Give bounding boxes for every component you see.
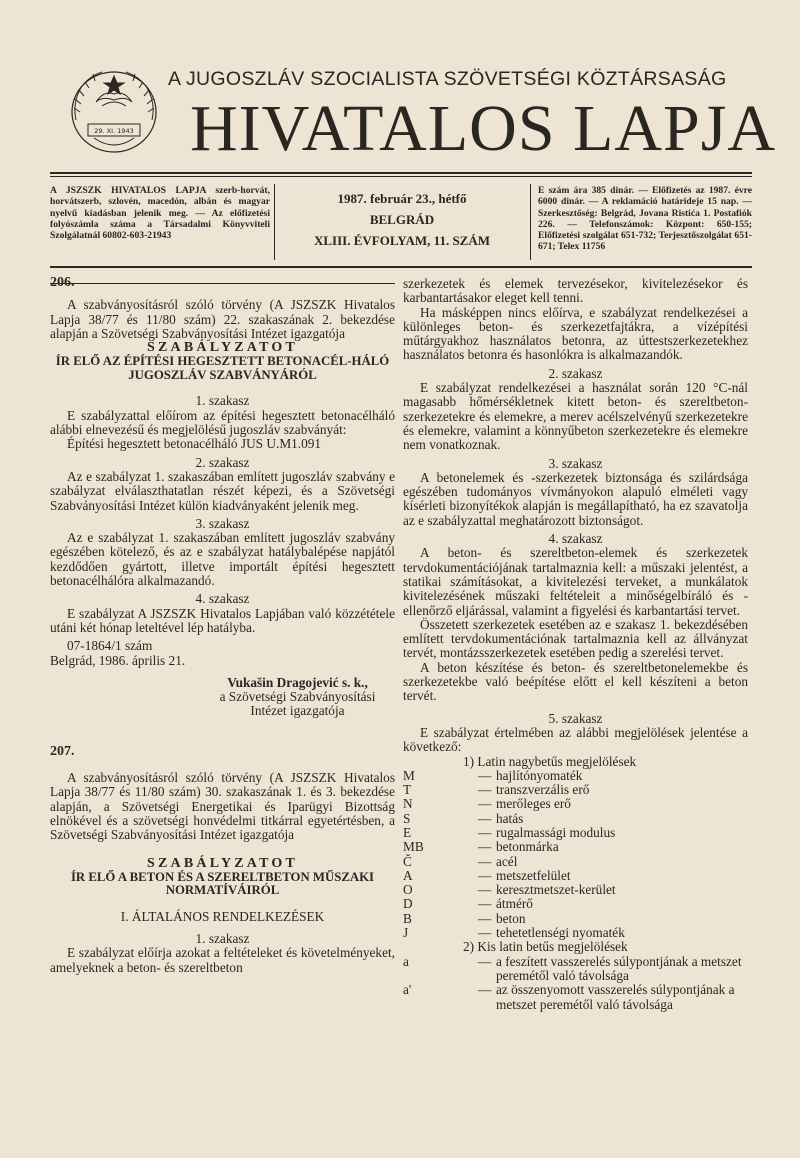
symbol-dash: — bbox=[478, 882, 492, 898]
doc207-s5-text: E szabályzat értelmében az alábbi megjelölések jelentése a következő: bbox=[403, 724, 748, 755]
issue-city: BELGRÁD bbox=[369, 212, 435, 227]
symbol-row bbox=[403, 955, 748, 984]
symbol-letter: S bbox=[403, 810, 411, 826]
symbol-letter: B bbox=[403, 910, 412, 926]
header-issue-info bbox=[282, 188, 522, 251]
symbol-meaning: a feszített vasszerelés súlypontjának a metszet peremétől való távolsága bbox=[496, 953, 742, 983]
symbol-meaning: beton bbox=[496, 910, 526, 926]
symbol-row bbox=[403, 926, 748, 940]
symbol-row bbox=[403, 812, 748, 826]
symbol-dash: — bbox=[478, 839, 492, 855]
symbol-letter: N bbox=[403, 796, 413, 812]
symbol-meaning: átmérő bbox=[496, 896, 533, 912]
symbol-dash: — bbox=[478, 782, 492, 798]
symbol-dash: — bbox=[478, 767, 492, 783]
symbol-letter: a bbox=[403, 953, 409, 969]
doc207-s2-text: E szabályzat rendelkezései a használat során 120 °C-nál magasabb hőmérsékletnek kitett beton- és szereltbeton-szerkezetekre és elemekre, a merev acélszelvényű szerkezetekre és elemekre, valamint a könnyűbeton szerkezetekre és elemekre nem vonatkoznak. bbox=[403, 380, 748, 453]
symbol-meaning: betonmárka bbox=[496, 839, 559, 855]
symbol-dash: — bbox=[478, 810, 492, 826]
doc206-s1-text: E szabályzattal előírom az építési hegesztett betonacélháló alábbi elnevezésű és megjelölésű jugoszláv szabványát: bbox=[50, 407, 395, 438]
doc207-s4-text2: Összetett szerkezetek esetében az e szakasz 1. bekezdésében említett tervdokumentációnak tartalmaznia kell az állványzat tervét, montázsszerkezetek esetében pedig a szerelési tervet. bbox=[403, 616, 748, 661]
doc207-heading: SZABÁLYZATOT bbox=[147, 855, 298, 871]
right-column bbox=[403, 277, 748, 1012]
symbol-letter: O bbox=[403, 882, 413, 898]
doc207-s4-text: A beton- és szereltbeton-elemek és szerkezetek tervdokumentációjának tartalmaznia kell: a műszaki jelentést, a statikai számításokat, a kivitelezési terveket, a munkálatok kivitelezésének műszaki feltételeit a minőségelbíráló és -ellenőrző eljárással, valamint a figyelési és karbantartási tervet. bbox=[403, 545, 748, 618]
header-left-info: A JSZSZK HIVATALOS LAPJA szerb-horvát, horvátszerb, szlovén, macedón, albán és magyar nyelvű kiadásban jelenik meg. — Az előfizetési folyószámla száma a Társadalmi Könyvviteli Szolgálatnál 60802-603-21943 bbox=[50, 185, 270, 242]
symbols-upper-list bbox=[403, 769, 748, 941]
doc207-chapter: I. ÁLTALÁNOS RENDELKEZÉSEK bbox=[120, 908, 325, 924]
doc206-heading: SZABÁLYZATOT bbox=[147, 340, 298, 356]
symbol-meaning: hatás bbox=[496, 810, 524, 826]
symbol-row bbox=[403, 826, 748, 840]
doc206-place-date: Belgrád, 1986. április 21. bbox=[50, 652, 186, 668]
doc206-s3-title: 3. szakasz bbox=[195, 515, 250, 531]
symbol-meaning: merőleges erő bbox=[496, 796, 571, 812]
doc206-signature bbox=[200, 676, 395, 719]
symbol-letter: a' bbox=[403, 982, 412, 998]
symbol-letter: D bbox=[403, 896, 413, 912]
symbol-meaning: transzverzális erő bbox=[496, 782, 590, 798]
symbol-dash: — bbox=[478, 925, 492, 941]
left-column bbox=[50, 275, 395, 975]
symbol-dash: — bbox=[478, 953, 492, 969]
symbol-meaning: rugalmassági modulus bbox=[496, 824, 616, 840]
symbol-dash: — bbox=[478, 796, 492, 812]
doc207-number: 207. bbox=[50, 743, 75, 759]
doc206-s4-text: E szabályzat A JSZSZK Hivatalos Lapjában való közzététele utáni két hónap leteltével lép hatályba. bbox=[50, 605, 395, 635]
symbol-row bbox=[403, 840, 748, 854]
symbol-meaning: metszetfelület bbox=[496, 867, 571, 883]
issue-date: 1987. február 23., hétfő bbox=[337, 191, 467, 206]
doc206-number: 206. bbox=[50, 275, 75, 290]
symbol-dash: — bbox=[478, 853, 492, 869]
doc207-s1-continued: szerkezetek és elemek tervezésekor, kivitelezésekor és karbantartásakor eleget kell tenni. bbox=[403, 276, 748, 306]
symbol-dash: — bbox=[478, 824, 492, 840]
symbol-dash: — bbox=[478, 910, 492, 926]
doc206-reference: 07-1864/1 szám bbox=[67, 638, 153, 654]
header-right-info: E szám ára 385 dinár. — Előfizetés az 1987. évre 6000 dinár. — A reklamáció határideje 15 nap. — Szerkesztőség: Belgrád, Jovana Ristića 1. Postafiók 226. — Telefonszámok: Központ: 650-155; Előfizetési szolgálat 651-732; Terjesztőszolgálat 651-671; Telex 11756 bbox=[538, 185, 752, 253]
doc207-s3-text: A betonelemek és -szerkezetek biztonsága és szilárdsága egészében tudományos vívmányokon alapuló elméleti vagy kísérleti bizonyítékok alapján is megállapítható, ha ez szavatolja az e szabályzattal meghatározott biztonságot. bbox=[403, 469, 748, 528]
doc207-s1-text: E szabályzat előírja azokat a feltételeket és követelményeket, amelyeknek a beton- és szereltbeton bbox=[50, 945, 395, 975]
symbol-dash: — bbox=[478, 867, 492, 883]
symbol-letter: J bbox=[403, 925, 409, 941]
symbol-dash: — bbox=[478, 982, 492, 998]
symbol-row bbox=[403, 883, 748, 897]
symbol-dash: — bbox=[478, 896, 492, 912]
symbol-meaning: hajlítónyomaték bbox=[496, 767, 583, 783]
symbol-row bbox=[403, 912, 748, 926]
doc207-s1-title: 1. szakasz bbox=[195, 931, 250, 947]
doc206-s1-title: 1. szakasz bbox=[195, 393, 250, 409]
symbol-row bbox=[403, 769, 748, 783]
symbol-letter: T bbox=[403, 782, 412, 798]
doc207-subheading: ÍR ELŐ A BETON ÉS A SZERELTBETON MŰSZAKI NORMATÍVÁIRÓL bbox=[70, 869, 375, 898]
doc206-signer-role2: Intézet igazgatója bbox=[250, 703, 345, 719]
doc206-signer-role1: a Szövetségi Szabványosítási bbox=[219, 689, 376, 705]
header-rule-top bbox=[50, 172, 752, 174]
header-divider-right bbox=[530, 184, 531, 260]
symbol-row bbox=[403, 783, 748, 797]
header-divider-left bbox=[274, 184, 275, 260]
symbol-meaning: acél bbox=[496, 853, 518, 869]
republic-name: A JUGOSZLÁV SZOCIALISTA SZÖVETSÉGI KÖZTÁRSASÁG bbox=[168, 68, 727, 90]
symbol-meaning: az összenyomott vasszerelés súlypontjának a metszet peremétől való távolsága bbox=[496, 982, 735, 1012]
doc206-signer: Vukašin Dragojević s. k., bbox=[227, 674, 368, 690]
doc207-intro: A szabványosításról szóló törvény (A JSZSZK Hivatalos Lapja 38/77 és 11/80 szám) 30. szakaszának 1. és 3. bekezdése alapján, a Szövetségi Energetikai és Iparügyi Bizottság elnökével és a szövetségi honvédelmi titkárral egyetértésben, a Szövetségi Szabványosítási Intézet igazgatója bbox=[50, 770, 395, 843]
doc206-s2-title: 2. szakasz bbox=[195, 454, 250, 470]
symbol-letter: A bbox=[403, 867, 413, 883]
doc207-s4-text3: A beton készítése és beton- és szereltbetonelemekbe és szerkezetekbe való beépítése előtt el kell készíteni a beton tervét. bbox=[403, 659, 748, 704]
symbol-row bbox=[403, 869, 748, 883]
doc207-list1-title: 1) Latin nagybetűs megjelölések bbox=[463, 753, 637, 769]
doc206-intro: A szabványosításról szóló törvény (A JSZSZK Hivatalos Lapja 38/77 és 11/80 szám) 22. szakaszának 2. bekezdése alapján a Szövetségi Szabványosítási Intézet igazgatója bbox=[50, 297, 395, 341]
doc207-s2-title: 2. szakasz bbox=[548, 365, 603, 381]
emblem-date: 29. XI. 1943 bbox=[94, 127, 134, 135]
doc206-subheading: ÍR ELŐ AZ ÉPÍTÉSI HEGESZTETT BETONACÉL-HÁLÓ JUGOSZLÁV SZABVÁNYÁRÓL bbox=[55, 354, 390, 382]
gazette-title: HIVATALOS LAPJA bbox=[190, 92, 777, 165]
symbol-letter: Č bbox=[403, 853, 412, 869]
symbol-letter: E bbox=[403, 824, 412, 840]
header-rule-bottom bbox=[50, 266, 752, 268]
issue-volume: XLIII. ÉVFOLYAM, 11. SZÁM bbox=[313, 233, 491, 248]
symbol-letter: M bbox=[403, 767, 415, 783]
symbol-row bbox=[403, 855, 748, 869]
symbol-meaning: keresztmetszet-kerület bbox=[496, 882, 616, 898]
doc207-s4-title: 4. szakasz bbox=[548, 531, 603, 547]
symbol-row bbox=[403, 797, 748, 811]
doc207-s3-title: 3. szakasz bbox=[548, 455, 603, 471]
symbol-row bbox=[403, 983, 748, 1012]
doc206-s2-text: Az e szabályzat 1. szakaszában említett jugoszláv szabvány e szabályzat elválaszthatatlan részét képezi, és a Szövetségi Szabványosítási Intézet külön kiadványaként jelenik meg. bbox=[50, 468, 395, 513]
doc207-list2-title: 2) Kis latin betűs megjelölések bbox=[463, 939, 628, 955]
doc207-s1-text2: Ha másképpen nincs előírva, e szabályzat rendelkezései a különleges beton- és szerkezetfajtákra, a vízépítési műtárgyakhoz használatos betonra, az úttestszerkezetekhez használatos betonra és hasonlókra is alkalmazandók. bbox=[403, 304, 748, 363]
state-emblem-icon bbox=[66, 62, 162, 158]
doc206-s1-standard: Építési hegesztett betonacélháló JUS U.M1.091 bbox=[67, 436, 322, 452]
doc207-s5-title: 5. szakasz bbox=[548, 710, 603, 726]
symbol-letter: MB bbox=[403, 839, 424, 855]
header-rule-top-thin bbox=[50, 176, 752, 177]
symbol-row bbox=[403, 897, 748, 911]
doc206-s3-text: Az e szabályzat 1. szakaszában említett jugoszláv szabvány egészében kötelező, és az e szabályzat hatálybalépése napjától kezdődően gyártott, illetve importált építési hegesztett betonacélhálóra alkalmazandó. bbox=[50, 530, 395, 589]
symbol-meaning: tehetetlenségi nyomaték bbox=[496, 925, 625, 941]
doc206-s4-title: 4. szakasz bbox=[195, 591, 250, 607]
symbols-lower-list bbox=[403, 955, 748, 1012]
